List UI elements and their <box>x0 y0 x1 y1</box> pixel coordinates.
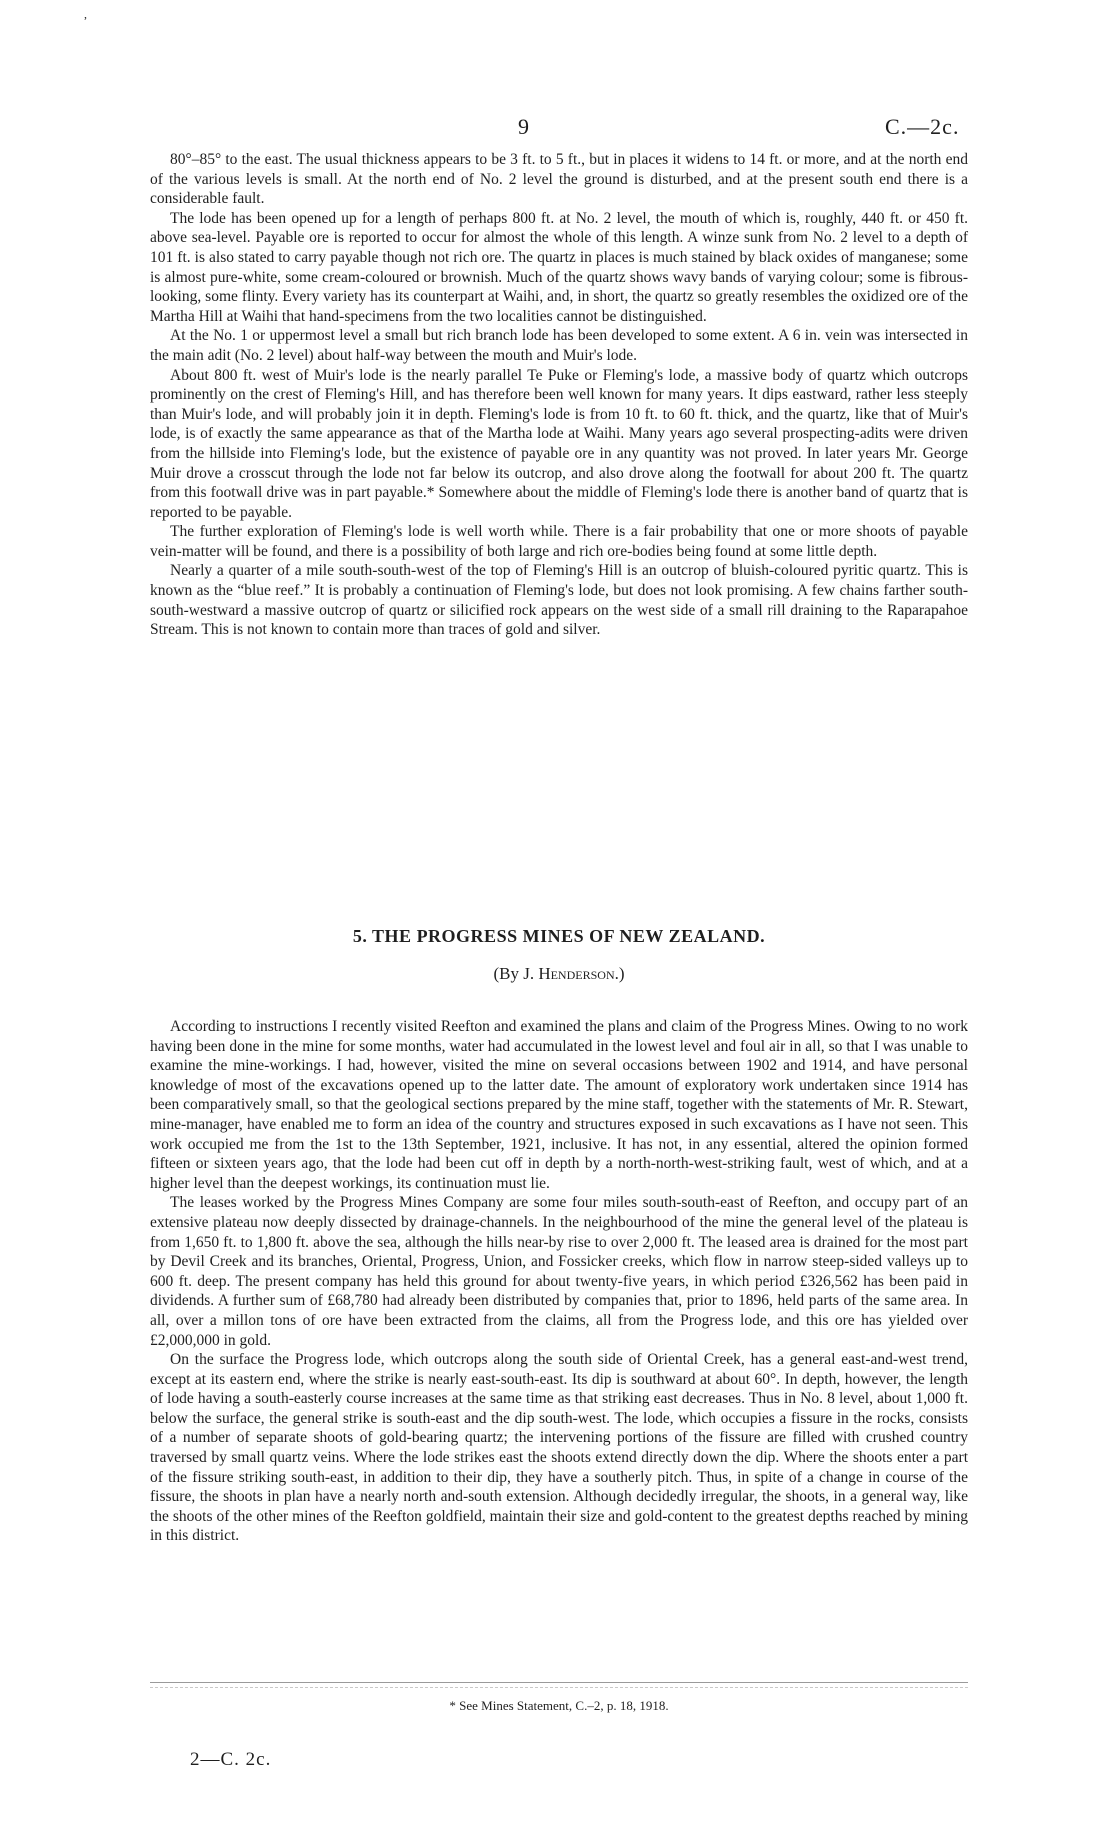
paragraph: 80°–85° to the east. The usual thickness appears to be 3 ft. to 5 ft., but in places it widens to 14 ft. or more, and at the north end of the various levels is small. At the north end of No. 2 level the ground is disturbed, and at the present south end there is a considerable fault. <box>150 151 968 208</box>
byline-author: Henderson <box>538 964 615 983</box>
corner-mark: , <box>84 7 87 21</box>
section-two-body <box>150 1017 968 1546</box>
paragraph: The further exploration of Fleming's lode is well worth while. There is a fair probability that one or more shoots of payable vein-matter will be found, and there is a possibility of both large and rich ore-bodies being found at some little depth. <box>150 523 968 560</box>
page-number: 9 <box>518 114 529 139</box>
footnote-divider-faint <box>150 1687 968 1688</box>
paragraph: On the surface the Progress lode, which outcrops along the south side of Oriental Creek, has a general east-and-west trend, except at its eastern end, where the strike is nearly east-south-east. Its dip is southward at about 60°. In depth, however, the length of lode having a south-easterly course increases at the same time as that striking east decreases. Thus in No. 8 level, about 1,000 ft. below the surface, the general strike is south-east and the dip south-west. The lode, which occupies a fissure in the rocks, consists of a number of separate shoots of gold-bearing quartz; the intervening portions of the fissure are filled with crushed country traversed by small quartz veins. Where the lode strikes east the shoots extend directly down the dip. Where the shoots enter a part of the fissure striking south-east, in addition to their dip, they have a southerly pitch. Thus, in spite of a change in course of the fissure, the shoots in plan have a nearly north and-south extension. Although decidedly irregular, the shoots, in a general way, like the shoots of the other mines of the Reefton goldfield, maintain their size and gold-content to the greatest depths reached by mining in this district. <box>150 1351 968 1545</box>
byline-open: (By J. <box>493 964 539 983</box>
paragraph: At the No. 1 or uppermost level a small but rich branch lode has been developed to some extent. A 6 in. vein was intersected in the main adit (No. 2 level) about half-way between the mouth and Muir's lode. <box>150 327 968 364</box>
section-one-body <box>150 150 968 640</box>
signature-mark: 2—C. 2c. <box>190 1749 272 1770</box>
footnote-divider <box>150 1682 968 1683</box>
document-reference: C.—2c. <box>885 114 960 139</box>
paragraph: Nearly a quarter of a mile south-south-west of the top of Fleming's Hill is an outcrop of bluish-coloured pyritic quartz. This is known as the “blue reef.” It is probably a continuation of Fleming's lode, but does not look promising. A few chains farther south-south-westward a massive outcrop of quartz or silicified rock appears on the west side of a small rill draining to the Raparapahoe Stream. This is not known to contain more than traces of gold and silver. <box>150 562 968 639</box>
paragraph: According to instructions I recently visited Reefton and examined the plans and claim of the Progress Mines. Owing to no work having been done in the mine for some months, water had accumulated in the lowest level and foul air in all, so that I was unable to examine the mine-workings. I had, however, visited the mine on several occasions between 1902 and 1914, and have personal knowledge of most of the excavations opened up to the latter date. The amount of exploratory work undertaken since 1914 has been comparatively small, so that the geological sections prepared by the mine staff, together with the statements of Mr. R. Stewart, mine-manager, have enabled me to form an idea of the country and structures exposed in such excavations as I have not seen. This work occupied me from the 1st to the 13th September, 1921, inclusive. It has not, in any essential, altered the opinion formed fifteen or sixteen years ago, that the lode had been cut off in depth by a north-north-west-striking fault, west of which, and at a higher level than the deepest workings, its continuation must lie. <box>150 1018 968 1192</box>
footnote: * See Mines Statement, C.–2, p. 18, 1918. <box>449 1698 669 1713</box>
paragraph: The leases worked by the Progress Mines Company are some four miles south-south-east of Reefton, and occupy part of an extensive plateau now deeply dissected by drainage-channels. In the neighbourhood of the mine the general level of the plateau is from 1,650 ft. to 1,800 ft. above the sea, although the hills near-by rise to over 2,000 ft. The leased area is drained for the most part by Devil Creek and its branches, Oriental, Progress, Union, and Fossicker creeks, which flow in narrow steep-sided valleys up to 600 ft. deep. The present company has held this ground for about twenty-five years, in which period £326,562 has been paid in dividends. A further sum of £68,780 had already been distributed by companies that, prior to 1896, held parts of the same area. In all, over a millon tons of ore have been extracted from the claims, all from the Progress lode, and this ore has yielded over £2,000,000 in gold. <box>150 1194 968 1349</box>
byline-close: .) <box>614 964 625 983</box>
byline <box>150 963 968 985</box>
paragraph: The lode has been opened up for a length of perhaps 800 ft. at No. 2 level, the mouth of which is, roughly, 440 ft. or 450 ft. above sea-level. Payable ore is reported to occur for almost the whole of this length. A winze sunk from No. 2 level to a depth of 101 ft. is also stated to carry payable though not rich ore. The quartz in places is much stained by black oxides of manganese; some is almost pure-white, some cream-coloured or brownish. Much of the quartz shows wavy bands of varying colour; some is fibrous-looking, some flinty. Every variety has its counterpart at Waihi, and, in short, the quartz so greatly resembles the oxidized ore of the Martha Hill at Waihi that hand-specimens from the two localities cannot be distinguished. <box>150 209 968 325</box>
section-title: 5. THE PROGRESS MINES OF NEW ZEALAND. <box>352 926 766 946</box>
paragraph: About 800 ft. west of Muir's lode is the nearly parallel Te Puke or Fleming's lode, a massive body of quartz which outcrops prominently on the crest of Fleming's Hill, and has therefore been well known for many years. It dips eastward, rather less steeply than Muir's lode, and will probably join it in depth. Fleming's lode is from 10 ft. to 60 ft. thick, and the quartz, like that of Muir's lode, is of exactly the same appearance as that of the Martha lode at Waihi. Many years ago several prospecting-adits were driven from the hillside into Fleming's lode, but the existence of payable ore in any quantity was not proved. In later years Mr. George Muir drove a crosscut through the lode not far below its outcrop, and also drove along the footwall for about 200 ft. The quartz from this footwall drive was in part payable.* Somewhere about the middle of Fleming's lode there is another band of quartz that is reported to be payable. <box>150 366 968 521</box>
